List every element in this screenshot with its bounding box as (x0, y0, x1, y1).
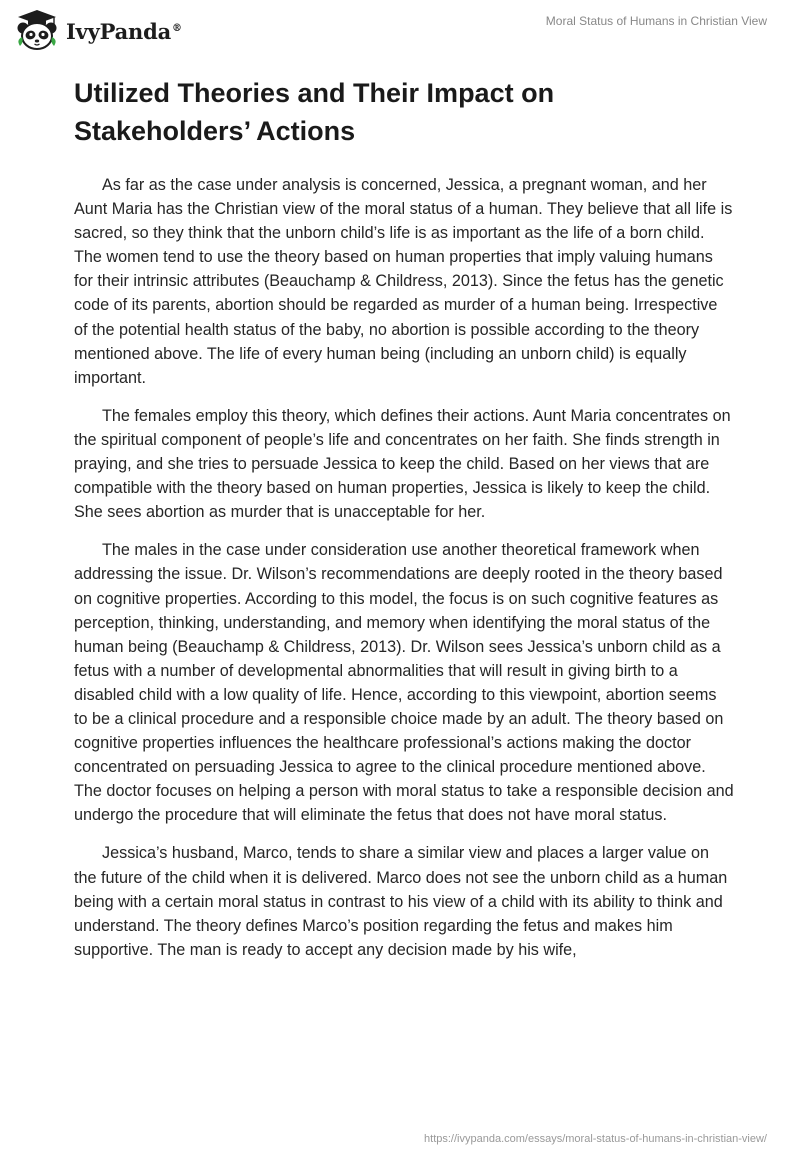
document-title: Moral Status of Humans in Christian View (545, 14, 767, 28)
paragraph-4: Jessica’s husband, Marco, tends to share a similar view and places a larger value on the future of the child when it is delivered. Marco does not see the unborn child as a human being with a certain moral status in contrast to his view of a child with its ability to think and understand. The theory defines Marco’s position regarding the fetus and makes him supportive. The man is ready to accept any decision made by his wife, (74, 844, 728, 959)
page-header (0, 0, 800, 60)
paragraph-2: The females employ this theory, which defines their actions. Aunt Maria concentrates on the spiritual component of people’s life and concentrates on her faith. She finds strength in praying, and she tries to persuade Jessica to keep the child. Based on her views that are compatible with the theory based on human properties, Jessica is likely to keep the child. She sees abortion as murder that is unacceptable for her. (74, 406, 731, 522)
essay-body (74, 173, 734, 976)
source-url-link[interactable]: https://ivypanda.com/essays/moral-status-of-humans-in-christian-view/ (424, 1133, 767, 1145)
paragraph-1: As far as the case under analysis is concerned, Jessica, a pregnant woman, and her Aunt Maria has the Christian view of the moral status of a human. They believe that all life is sacred, so they think that the unborn child’s life is as important as the life of a born child. The women tend to use the theory based on human properties that imply valuing humans for their intrinsic attributes (Beauchamp & Childress, 2013). Since the fetus has the genetic code of its parents, abortion should be regarded as murder of a human being. Irrespective of the potential health status of the baby, no abortion is possible according to the theory mentioned above. The life of every human being (including an unborn child) is equally important. (74, 176, 733, 387)
logo-wordmark (66, 19, 182, 44)
panda-graduate-icon (14, 8, 60, 54)
ivypanda-logo[interactable] (14, 8, 182, 54)
logo-text: IvyPanda (66, 18, 172, 44)
paragraph-3: The males in the case under consideration use another theoretical framework when addressing the issue. Dr. Wilson’s recommendations are deeply rooted in the theory based on cognitive properties. According to this model, the focus is on such cognitive features as perception, thinking, understanding, and memory when identifying the moral status of the human being (Beauchamp & Childress, 2013). Dr. Wilson sees Jessica’s unborn child as a fetus with a number of developmental abnormalities that will result in giving birth to a disabled child with a low quality of life. Hence, according to this viewpoint, abortion seems to be a clinical procedure and a responsible choice made by an adult. The theory based on cognitive properties influences the healthcare professional’s actions making the doctor concentrated on persuading Jessica to agree to the clinical procedure mentioned above. The doctor focuses on helping a person with moral status to take a responsible decision and undergo the procedure that will eliminate the fetus that does not have moral status. (74, 541, 734, 825)
section-heading: Utilized Theories and Their Impact on Stakeholders’ Actions (74, 78, 555, 146)
registered-mark: ® (172, 22, 182, 34)
